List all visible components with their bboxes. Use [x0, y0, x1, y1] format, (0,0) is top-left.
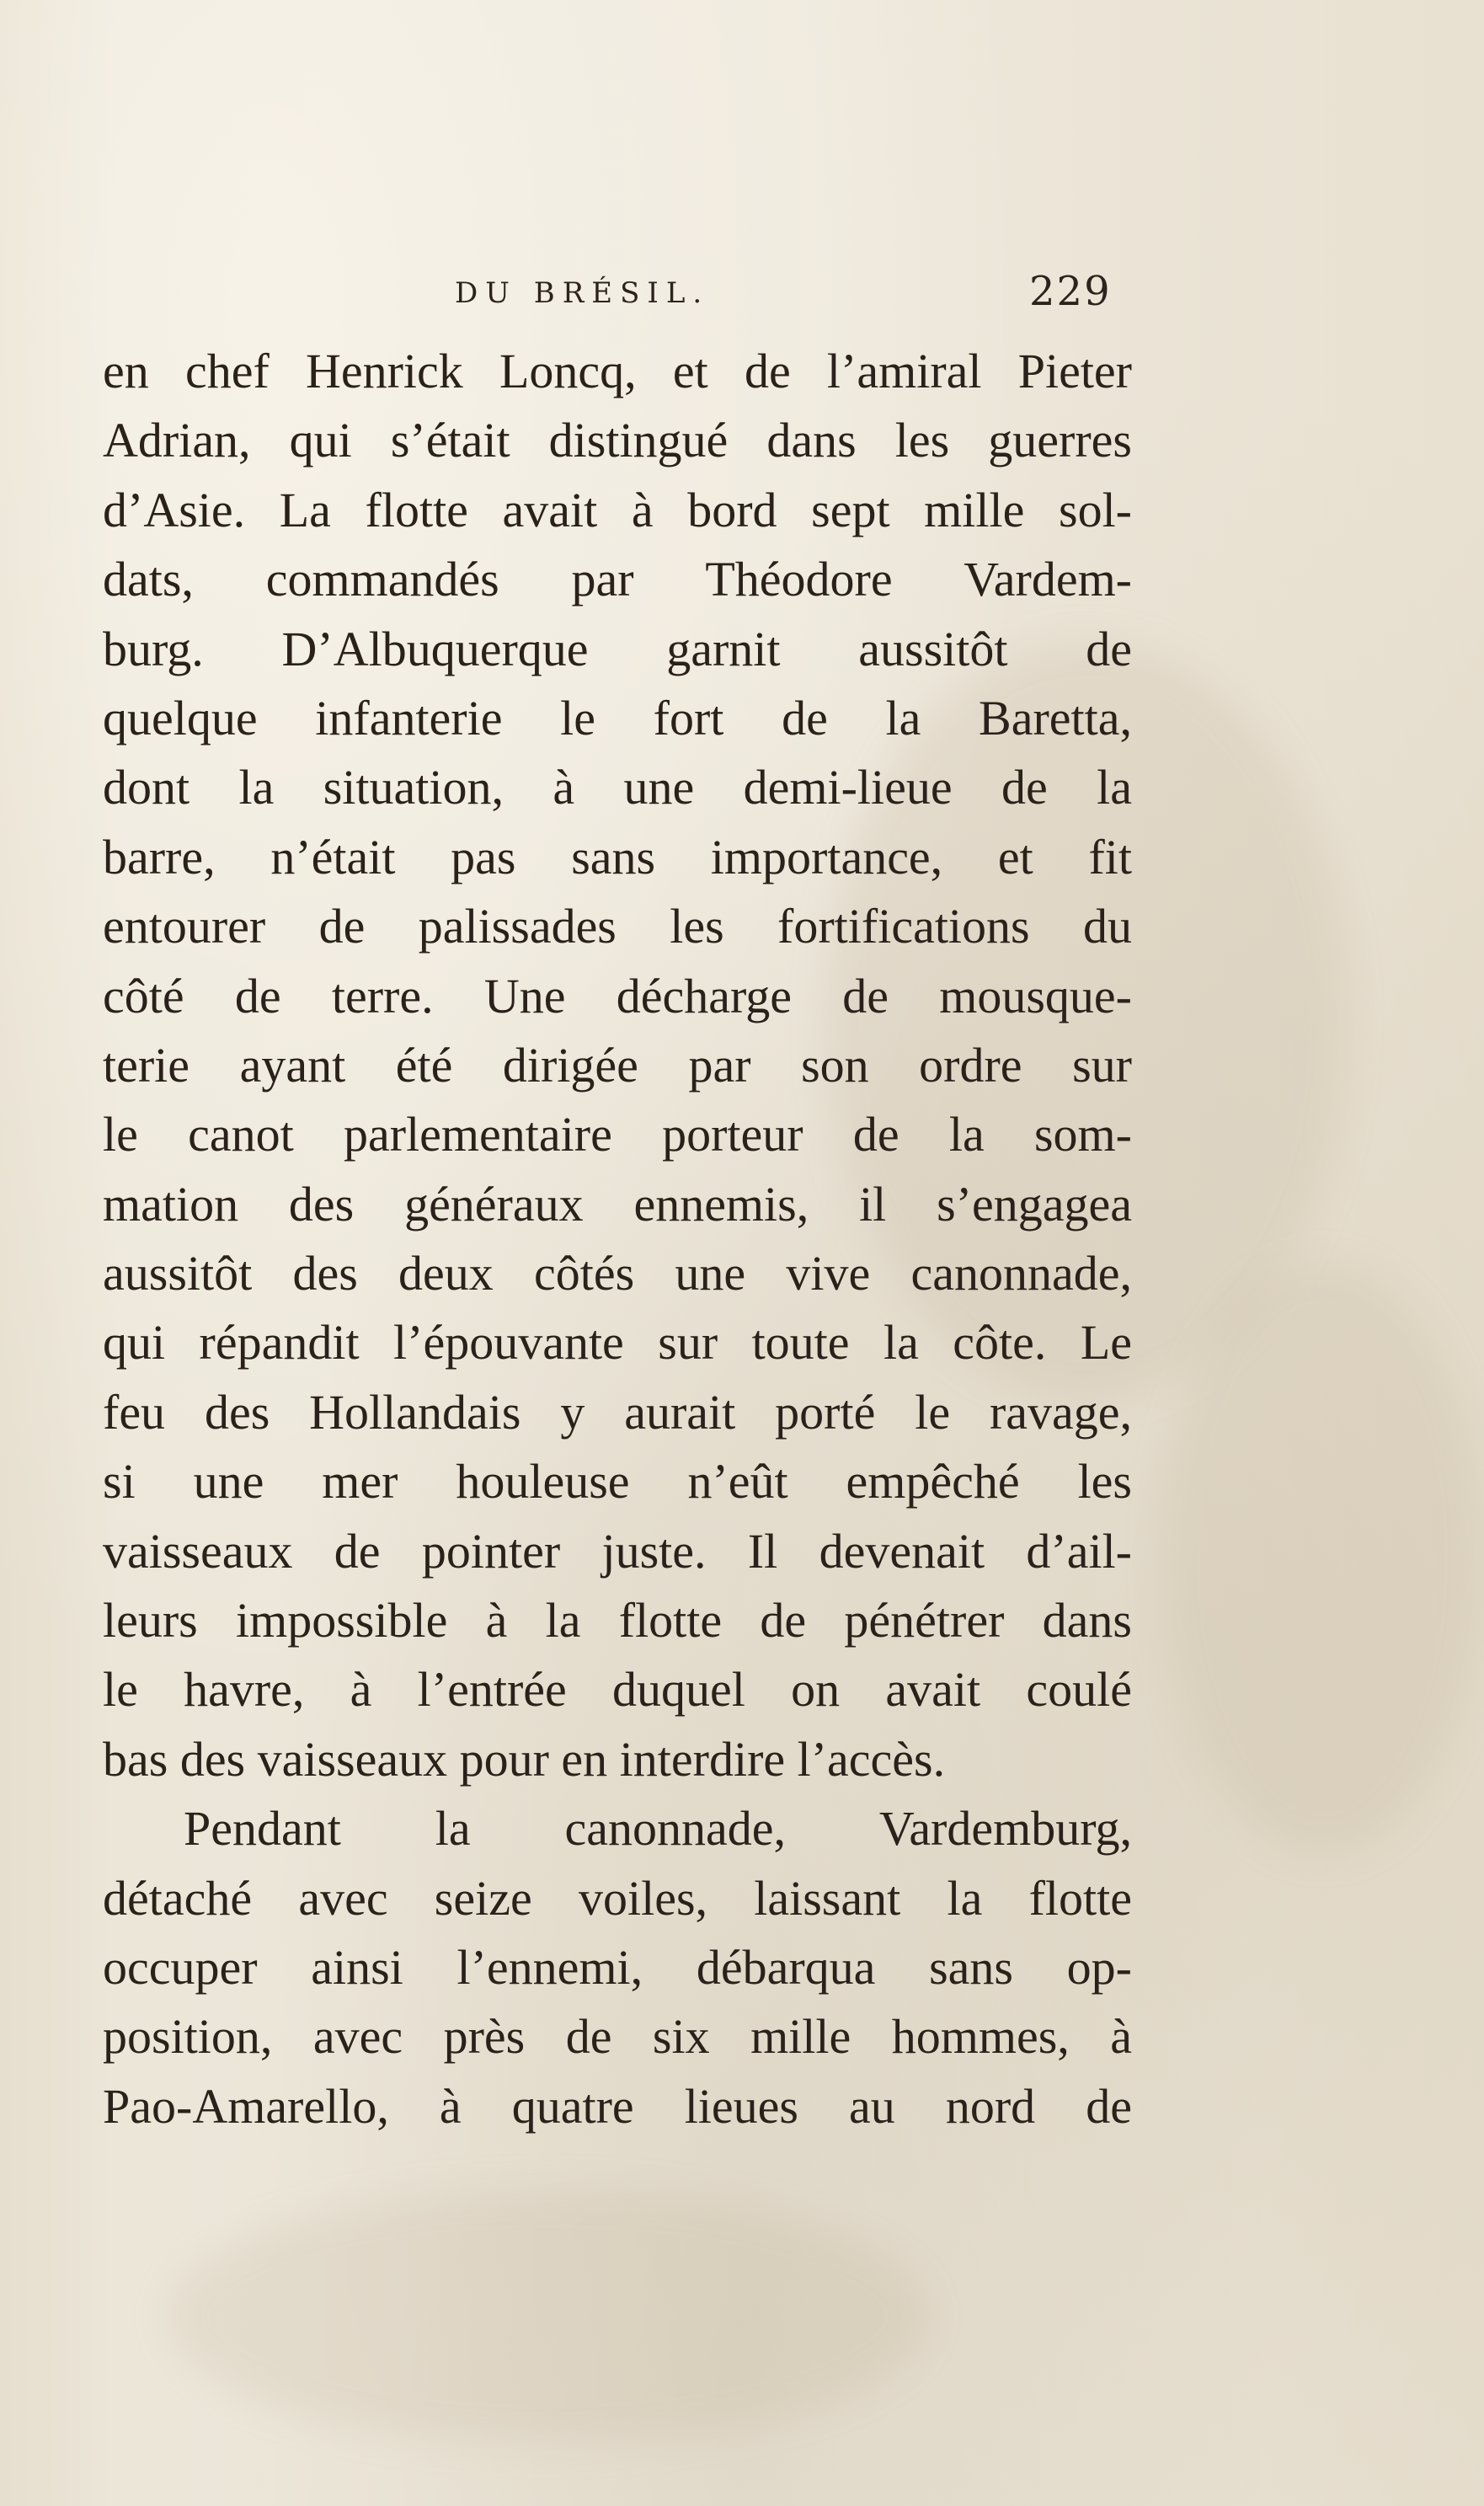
running-head: DU BRÉSIL. [455, 276, 710, 310]
text-line: burg. D’Albuquerque garnit aussitôt de [103, 621, 1132, 676]
text-line: leurs impossible à la flotte de pénétrer dans [103, 1593, 1132, 1648]
page-number: 229 [1029, 268, 1112, 315]
text-line: dont la situation, à une demi-lieue de la [103, 760, 1132, 815]
text-line: bas des vaisseaux pour en interdire l’accès. [103, 1731, 946, 1787]
text-line: entourer de palissades les fortifications du [103, 899, 1132, 954]
text-line: barre, n’était pas sans importance, et fit [103, 829, 1132, 884]
text-line: détaché avec seize voiles, laissant la flotte [103, 1870, 1132, 1926]
text-line: en chef Henrick Loncq, et de l’amiral Pieter [103, 344, 1132, 398]
text-line: position, avec près de six mille hommes, à [103, 2009, 1132, 2065]
text-line: Pao-Amarello, à quatre lieues au nord de [103, 2078, 1132, 2134]
text-line: quelque infanterie le fort de la Baretta, [103, 690, 1132, 745]
text-line: feu des Hollandais y aurait porté le ravage, [103, 1384, 1132, 1440]
paper-stain [1162, 1264, 1482, 1853]
text-line: côté de terre. Une décharge de mousque- [103, 968, 1132, 1023]
text-line: mation des généraux ennemis, il s’engagea [103, 1176, 1132, 1232]
text-line: le canot parlementaire porteur de la som- [103, 1107, 1132, 1162]
text-line: Adrian, qui s’était distingué dans les guerres [103, 413, 1132, 468]
text-line: le havre, à l’entrée duquel on avait coulé [103, 1662, 1132, 1718]
text-line: terie ayant été dirigée par son ordre sur [103, 1037, 1132, 1093]
paper-stain [168, 2190, 926, 2443]
text-line: d’Asie. La flotte avait à bord sept mille sol- [103, 482, 1132, 537]
text-line: si une mer houleuse n’eût empêché les [103, 1454, 1132, 1509]
page-header [0, 268, 1484, 318]
text-line: dats, commandés par Théodore Vardem- [103, 552, 1132, 607]
text-line: aussitôt des deux côtés une vive canonnade, [103, 1246, 1132, 1301]
body-text [103, 337, 1132, 2141]
text-line: qui répandit l’épouvante sur toute la côte. Le [103, 1315, 1132, 1371]
text-line: vaisseaux de pointer juste. Il devenait d’ail- [103, 1523, 1132, 1579]
paragraph-start-line: Pendant la canonnade, Vardemburg, [184, 1801, 1132, 1857]
text-line: occuper ainsi l’ennemi, débarqua sans op- [103, 1939, 1132, 1995]
